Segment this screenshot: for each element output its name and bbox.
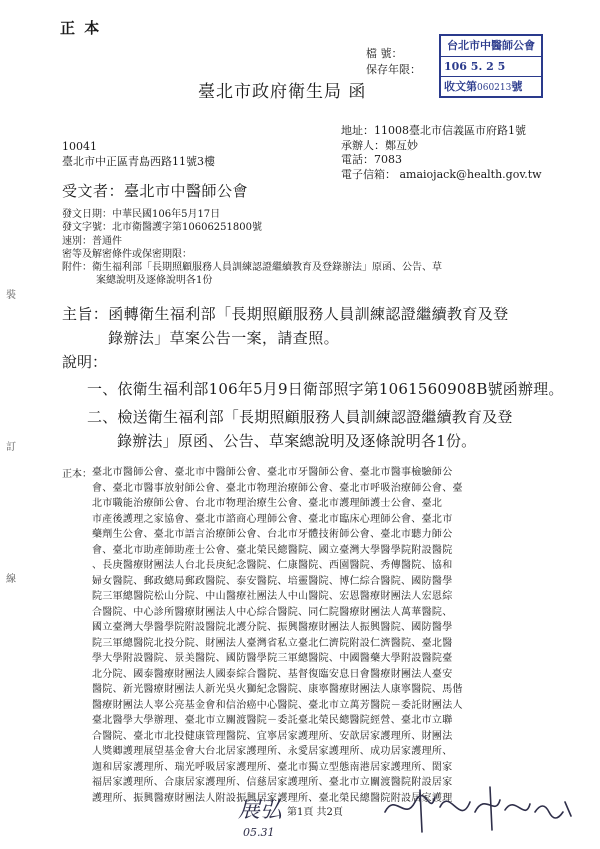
distribution-line: 北市職能治療師公會、台北市物理治療生公會、臺北市護理師護士公會、臺北	[92, 498, 443, 509]
explanation-items	[87, 377, 564, 453]
retention-period-label: 保存年限：	[366, 63, 421, 76]
explanation-item-2-line2: 錄辦法」原函、公告、草案總說明及逐條說明各1份。	[117, 432, 477, 450]
distribution-line: 會、臺北市助產師助產士公會、臺北榮民總醫院、國立臺灣大學醫學院附設醫院	[92, 544, 453, 556]
sender-handler: 承辦人：鄭亙妙	[341, 138, 418, 152]
distribution-list	[92, 465, 463, 806]
distribution-line: 市產後護理之家協會、臺北市諮商心理師公會、臺北市臨床心理師公會、臺北市	[92, 513, 453, 525]
doc-original-mark: 正 本	[60, 19, 102, 37]
distribution-line: 院三軍總醫院松山分院、中山醫療社團法人中山醫院、宏恩醫療財團法人宏恩綜	[92, 591, 453, 602]
distribution-line: 醫療財團法人辜公亮基金會和信治癌中心醫院、臺北市立萬芳醫院－委託財團法人	[92, 699, 463, 711]
receipt-stamp	[439, 34, 543, 98]
document-title: 臺北市政府衛生局 函	[198, 82, 367, 102]
sender-info-block	[341, 124, 542, 182]
distribution-line: 醫院、新光醫療財團法人新光吳火獅紀念醫院、康寧醫療財團法人康寧醫院、馬偕	[92, 684, 463, 695]
distribution-line: 學大學附設醫院、景美醫院、國防醫學院三軍總醫院、中國醫藥大學附設醫院臺	[92, 653, 453, 664]
sender-email: 電子信箱： amaiojack@health.gov.tw	[341, 167, 542, 181]
stamp-receipt-suffix: 號	[511, 80, 523, 93]
distribution-line: 北分院、國泰醫療財團法人國泰綜合醫院、基督復臨安息日會醫療財團法人臺安	[92, 668, 453, 680]
distribution-line: 國立臺灣大學醫學院附設醫院北護分院、振興醫療財團法人振興醫院、國防醫學	[92, 622, 453, 633]
distribution-line: 福居家護理所、合康居家護理所、信慈居家護理所、臺北市立關渡醫院附設居家	[92, 777, 453, 788]
stamp-receipt-prefix: 收文第	[444, 80, 477, 93]
handwritten-date: 05.31	[243, 826, 275, 839]
distribution-line: 合醫院、臺北市北投健康管理醫院、宜寧居家護理所、安歆居家護理所、財團法	[92, 730, 453, 742]
issue-attachment-line2: 案總說明及逐條說明各1份	[96, 275, 213, 287]
distribution-line: 迦和居家護理所、瑞光呼吸居家護理所、臺北市獨立型態南港居家護理所、閎家	[92, 761, 453, 773]
binding-mark-3: 線	[6, 574, 16, 585]
subject-block	[62, 302, 509, 350]
stamp-organization: 台北市中醫師公會	[441, 36, 541, 57]
distribution-line: 合醫院、中心診所醫療財團法人中心綜合醫院、同仁院醫療財團法人萬華醫院、	[92, 606, 453, 618]
issue-info-block	[62, 208, 442, 288]
distribution-line: 臺北市醫師公會、臺北市中醫師公會、臺北市牙醫師公會、臺北市醫事檢驗師公	[92, 467, 453, 478]
distribution-line: 、長庚醫療財團法人台北長庚紀念醫院、仁康醫院、西園醫院、秀傳醫院、協和	[92, 560, 453, 571]
stamp-date-row	[441, 57, 541, 76]
issue-speed: 速別：普通件	[62, 235, 122, 247]
recipient-address: 臺北市中正區青島西路11號3樓	[62, 155, 215, 168]
page-info: 第1頁 共2頁	[287, 807, 343, 818]
explanation-item-2-line1: 二、檢送衛生福利部「長期照顧服務人員訓練認證繼續教育及登	[87, 408, 513, 426]
distribution-line: 會、臺北市醫事放射師公會、臺北市物理治療師公會、臺北市呼吸治療師公會、臺	[92, 482, 463, 494]
file-number-label: 檔 號：	[366, 47, 403, 60]
addressee: 受文者：臺北市中醫師公會	[62, 182, 249, 200]
distribution-line: 人獎卿護理展望基金會大台北居家護理所、永愛居家護理所、成功居家護理所、	[92, 746, 453, 757]
subject-line1: 主旨：函轉衛生福利部「長期照顧服務人員訓練認證繼續教育及登	[62, 305, 509, 323]
distribution-line: 臺北醫學大學辦理、臺北市立關渡醫院－委託臺北榮民總醫院經營、臺北市立聯	[92, 715, 453, 726]
recipient-mailing-address	[62, 139, 215, 169]
distribution-line: 婦女醫院、郵政總局郵政醫院、泰安醫院、培靈醫院、博仁綜合醫院、國防醫學	[92, 575, 453, 587]
subject-line2: 錄辦法」草案公告一案，請查照。	[108, 329, 340, 347]
distribution-line: 藥劑生公會、臺北市語言治療師公會、台北市牙體技術師公會、臺北市聽力師公	[92, 529, 453, 540]
issue-attachment-line1: 附件：衛生福利部「長期照顧服務人員訓練認證繼續教育及登錄辦法」原函、公告、草	[62, 262, 442, 274]
distribution-label: 正本：	[62, 469, 92, 480]
explanation-label: 說明：	[62, 353, 108, 371]
explanation-item-1: 一、依衛生福利部106年5月9日衛部照字第1061560908B號函辦理。	[87, 380, 564, 398]
stamp-receipt-number: 060213	[477, 83, 512, 93]
issue-date: 發文日期：中華民國106年5月17日	[62, 209, 221, 220]
stamp-date: 106 5. 2 5	[444, 60, 506, 73]
recipient-zip: 10041	[62, 140, 97, 153]
sender-phone: 電話：7083	[341, 153, 402, 166]
binding-mark-2: 訂	[6, 442, 16, 453]
issue-secrecy: 密等及解密條件或保密期限：	[62, 248, 192, 260]
issue-number: 發文字號：北市衛醫護字第10606251800號	[62, 222, 262, 234]
binding-mark-1: 裝	[6, 290, 16, 301]
distribution-line: 護理所、振興醫療財團法人附設振興居家護理所、臺北榮民總醫院附設居家護理	[92, 792, 453, 804]
distribution-line: 院三軍總醫院北投分院、財團法人臺灣省私立臺北仁濟院附設仁濟醫院、臺北醫	[92, 637, 453, 649]
handwritten-initials: 展弘	[238, 798, 283, 823]
stamp-receipt-row	[441, 76, 541, 96]
sender-address: 地址：11008臺北市信義區市府路1號	[341, 124, 526, 137]
signature-image	[380, 782, 580, 837]
